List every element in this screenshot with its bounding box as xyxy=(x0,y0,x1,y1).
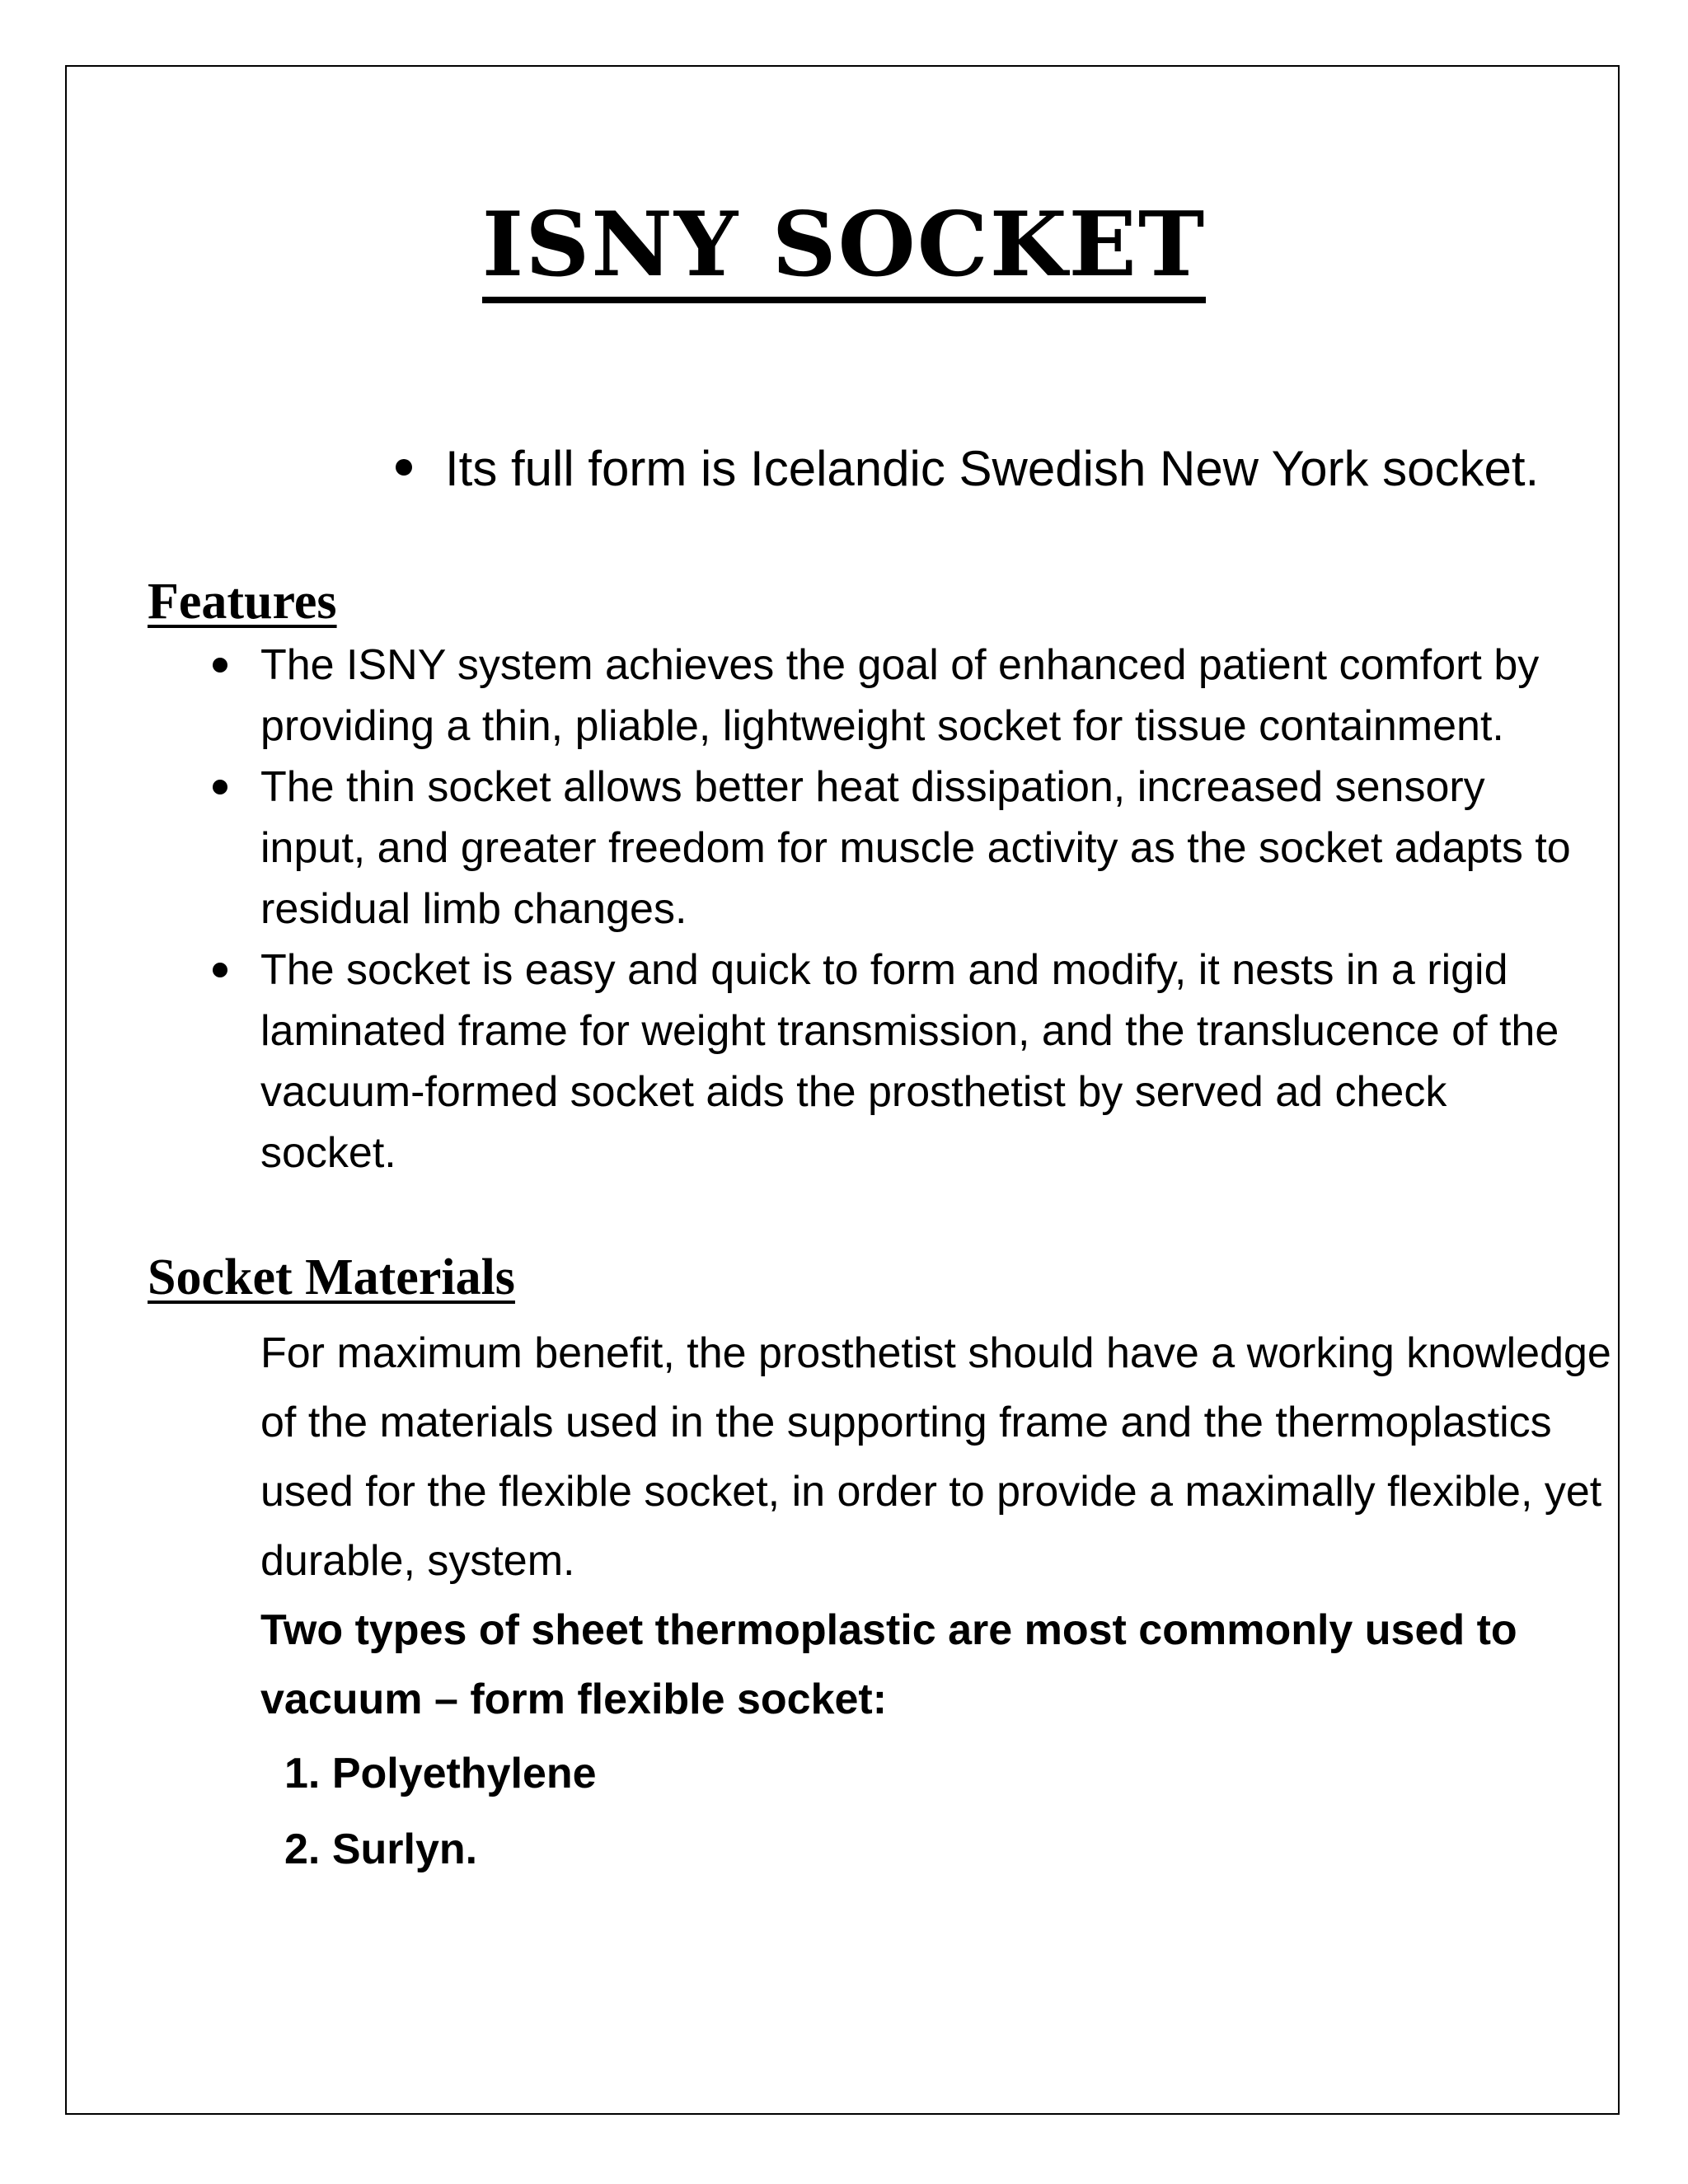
intro-list xyxy=(396,434,1539,504)
list-item xyxy=(206,940,1591,1183)
bullet-icon xyxy=(396,459,412,476)
feature-item-text: The thin socket allows better heat dissipation, increased sensory input, and greater freedom for muscle activity as the socket adapts to residual limb changes. xyxy=(260,763,1571,933)
materials-body xyxy=(260,1319,1612,1734)
list-item xyxy=(396,434,1539,504)
list-item xyxy=(206,757,1591,940)
intro-item-text: Its full form is Icelandic Swedish New York socket. xyxy=(445,441,1540,496)
page-title-text: ISNY SOCKET xyxy=(482,193,1207,303)
bullet-icon xyxy=(213,658,227,673)
socket-materials-heading: Socket Materials xyxy=(148,1249,515,1305)
feature-item-text: The ISNY system achieves the goal of enhanced patient comfort by providing a thin, pliable, lightweight socket for tissue containment. xyxy=(260,641,1540,750)
list-item: 1. Polyethylene xyxy=(284,1750,597,1797)
materials-paragraph: For maximum benefit, the prosthetist should have a working knowledge of the materials used in the supporting frame and the thermoplastics used for the flexible socket, in order to provide a maximally flexible, yet durable, system. xyxy=(260,1329,1611,1585)
feature-item-text: The socket is easy and quick to form and modify, it nests in a rigid laminated frame for weight transmission, and the translucence of the vacuum-formed socket aids the prosthetist by served ad check socket. xyxy=(260,946,1559,1177)
bullet-icon xyxy=(213,963,227,977)
thermoplastic-types-list xyxy=(284,1736,597,1887)
thermoplastic-types-intro: Two types of sheet thermoplastic are most commonly used to vacuum – form flexible socket: xyxy=(260,1606,1517,1723)
list-item: 2. Surlyn. xyxy=(284,1825,478,1873)
list-item xyxy=(206,635,1591,757)
page-title xyxy=(0,191,1688,298)
features-list xyxy=(206,635,1591,1183)
bullet-icon xyxy=(213,780,227,794)
features-heading: Features xyxy=(148,574,337,630)
